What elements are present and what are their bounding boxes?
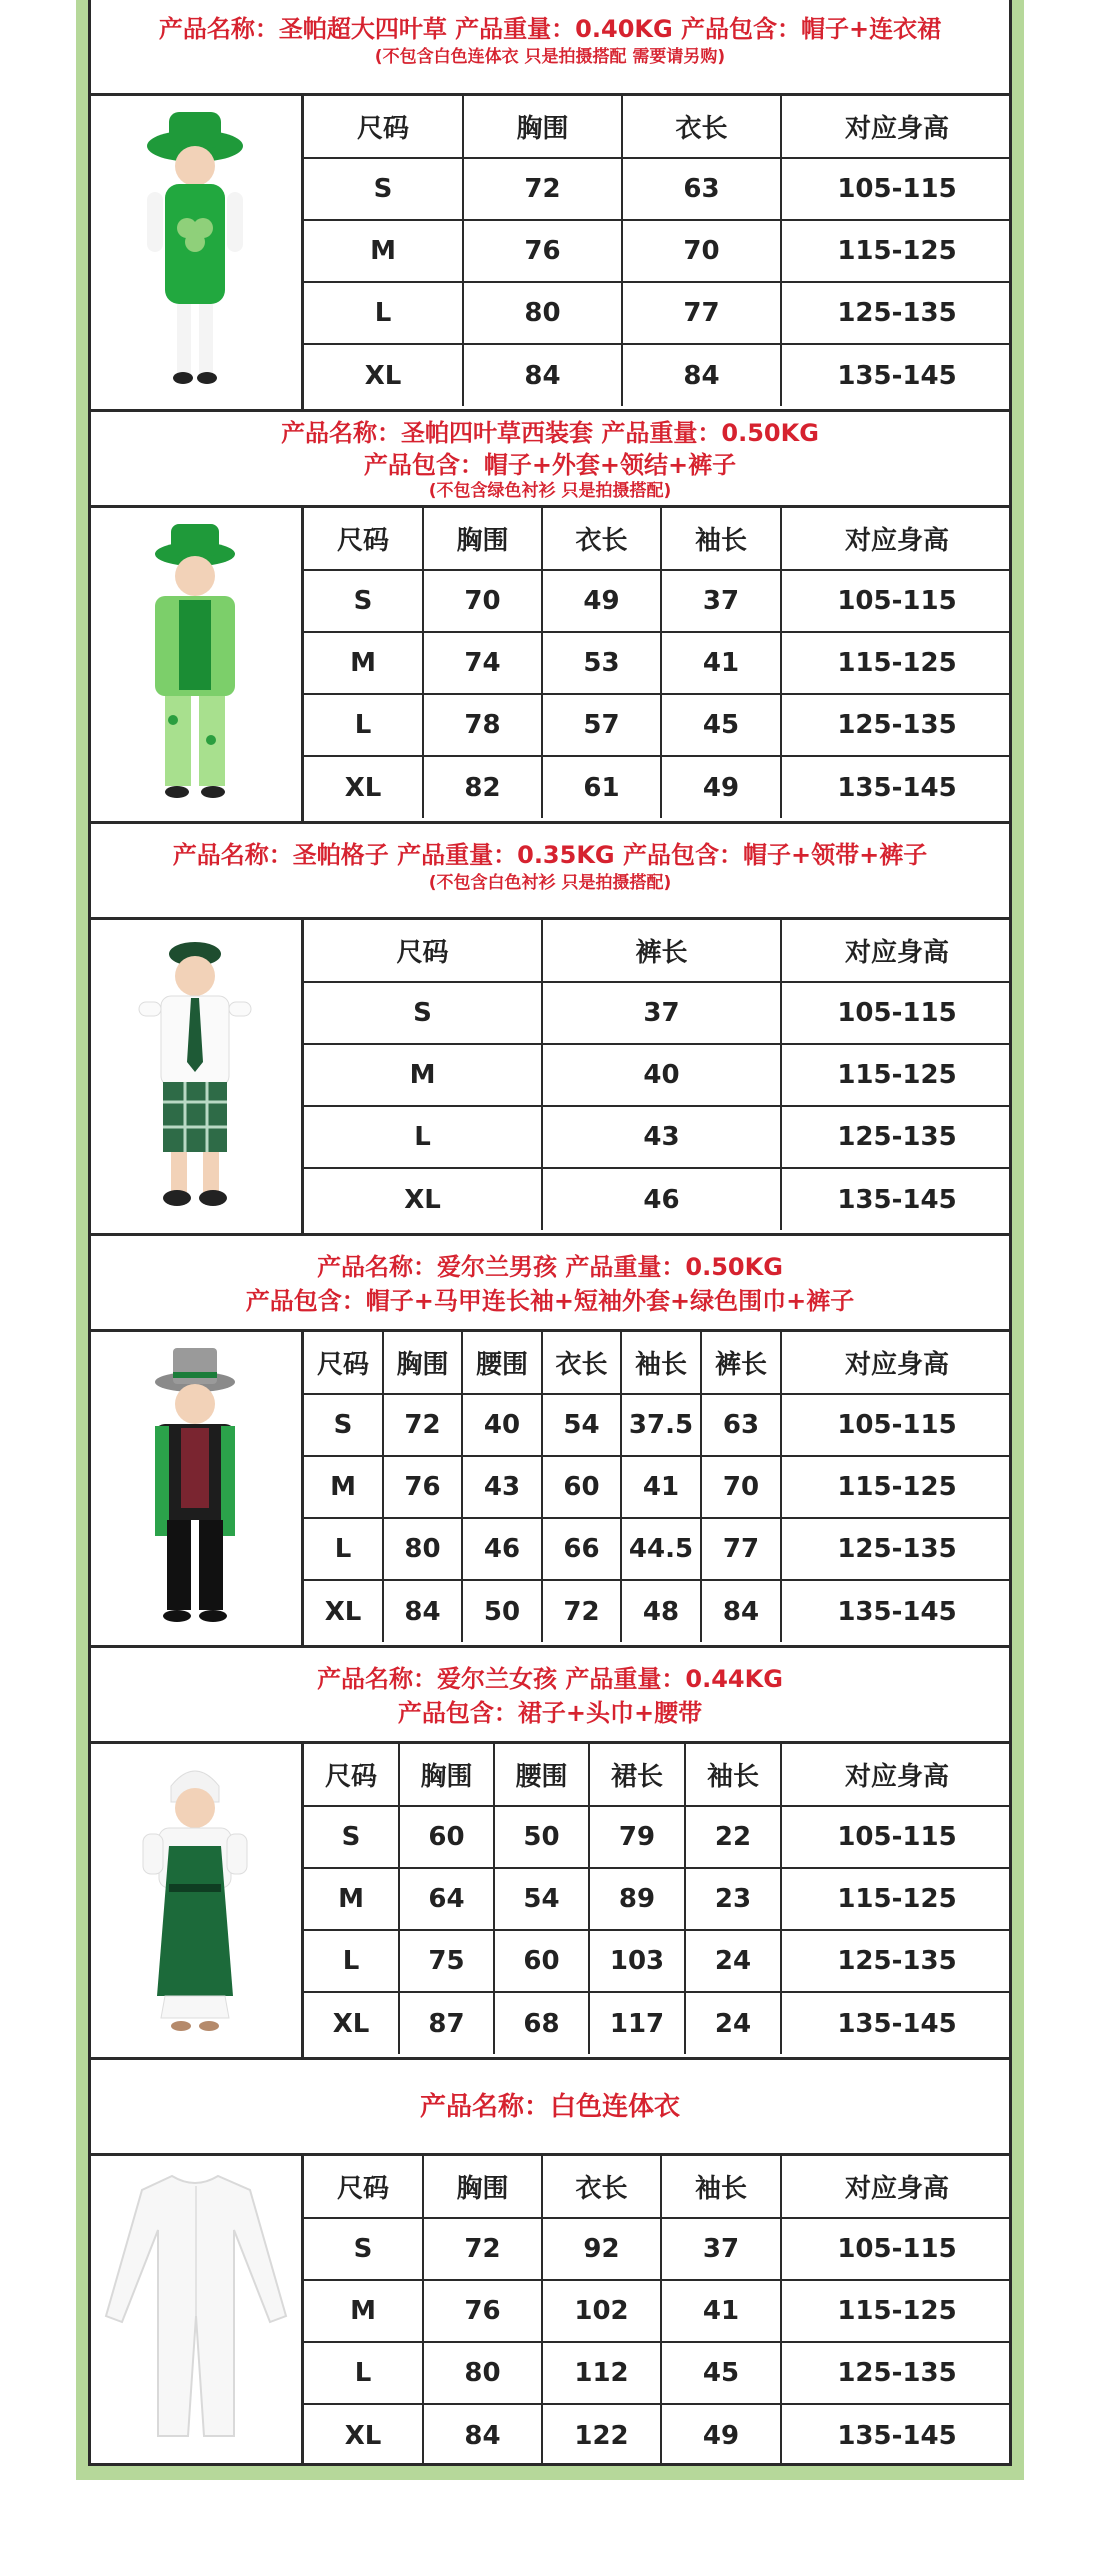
size-table bbox=[304, 1332, 1012, 1642]
size-table-area bbox=[88, 96, 1012, 412]
cell: 49 bbox=[661, 756, 781, 818]
cell: 72 bbox=[423, 2218, 542, 2280]
cell: 63 bbox=[701, 1394, 781, 1456]
table-row bbox=[304, 1518, 1012, 1580]
cell: 125-135 bbox=[781, 1518, 1012, 1580]
size-table-area bbox=[88, 1744, 1012, 2060]
cell: 48 bbox=[621, 1580, 701, 1642]
cell: 115-125 bbox=[781, 2280, 1012, 2342]
table-row bbox=[304, 2218, 1012, 2280]
cell: M bbox=[304, 220, 463, 282]
cell: 125-135 bbox=[781, 1930, 1012, 1992]
cell: 115-125 bbox=[781, 1456, 1012, 1518]
cell: 105-115 bbox=[781, 1806, 1012, 1868]
cell: 72 bbox=[542, 1580, 621, 1642]
cell: 115-125 bbox=[781, 1868, 1012, 1930]
size-table bbox=[304, 2156, 1012, 2466]
cell: 22 bbox=[685, 1806, 781, 1868]
cell: 84 bbox=[423, 2404, 542, 2466]
table-row bbox=[304, 220, 1012, 282]
cell: 60 bbox=[494, 1930, 589, 1992]
product-note: (不包含白色连体衣 只是拍摄搭配 需要请另购) bbox=[374, 47, 726, 67]
column-header: 对应身高 bbox=[781, 1332, 1012, 1394]
cell: 125-135 bbox=[781, 282, 1012, 344]
cell: XL bbox=[304, 1992, 399, 2054]
table-row bbox=[304, 1868, 1012, 1930]
cell: L bbox=[304, 1106, 542, 1168]
table-row bbox=[304, 632, 1012, 694]
cell: 60 bbox=[542, 1456, 621, 1518]
cell: 105-115 bbox=[781, 158, 1012, 220]
product-title-line: 产品名称：爱尔兰男孩 产品重量：0.50KG bbox=[317, 1253, 783, 1281]
table-row bbox=[304, 982, 1012, 1044]
product-block-5 bbox=[88, 1648, 1012, 2060]
cell: 50 bbox=[494, 1806, 589, 1868]
cell: L bbox=[304, 694, 423, 756]
product-title-line: 产品名称：白色连体衣 bbox=[419, 2092, 680, 2122]
cell: 45 bbox=[661, 2342, 781, 2404]
cell: 115-125 bbox=[781, 632, 1012, 694]
table-row bbox=[304, 1394, 1012, 1456]
cell: L bbox=[304, 1518, 383, 1580]
size-table bbox=[304, 1744, 1012, 2054]
cell: XL bbox=[304, 756, 423, 818]
cell: 70 bbox=[622, 220, 781, 282]
table-header-row bbox=[304, 2156, 1012, 2218]
product-title-line: 产品名称：圣帕四叶草西装套 产品重量：0.50KG bbox=[281, 419, 819, 447]
cell: 63 bbox=[622, 158, 781, 220]
product-header bbox=[88, 1236, 1012, 1332]
cell: 135-145 bbox=[781, 2404, 1012, 2466]
cell: 53 bbox=[542, 632, 661, 694]
cell: M bbox=[304, 1456, 383, 1518]
cell: 82 bbox=[423, 756, 542, 818]
size-table-area bbox=[88, 1332, 1012, 1648]
cell: 105-115 bbox=[781, 982, 1012, 1044]
cell: 87 bbox=[399, 1992, 494, 2054]
cell: 135-145 bbox=[781, 756, 1012, 818]
column-header: 尺码 bbox=[304, 96, 463, 158]
cell: 24 bbox=[685, 1930, 781, 1992]
cell: 49 bbox=[542, 570, 661, 632]
table-row bbox=[304, 282, 1012, 344]
cell: 115-125 bbox=[781, 1044, 1012, 1106]
product-contents-line: 产品包含：帽子+马甲连长袖+短袖外套+绿色围巾+裤子 bbox=[245, 1287, 855, 1315]
cell: 54 bbox=[494, 1868, 589, 1930]
cell: M bbox=[304, 632, 423, 694]
cell: 105-115 bbox=[781, 2218, 1012, 2280]
column-header: 胸围 bbox=[463, 96, 622, 158]
green-shamrock-dress-kid-icon bbox=[125, 108, 265, 398]
cell: 57 bbox=[542, 694, 661, 756]
cell: 76 bbox=[423, 2280, 542, 2342]
product-contents-line: 产品包含：裙子+头巾+腰带 bbox=[397, 1699, 703, 1727]
column-header: 胸围 bbox=[423, 508, 542, 570]
column-header: 尺码 bbox=[304, 920, 542, 982]
cell: 84 bbox=[383, 1580, 462, 1642]
cell: 77 bbox=[701, 1518, 781, 1580]
cell: 76 bbox=[383, 1456, 462, 1518]
product-photo bbox=[88, 2156, 304, 2466]
size-table bbox=[304, 508, 1012, 818]
table-header-row bbox=[304, 1744, 1012, 1806]
product-header bbox=[88, 2060, 1012, 2156]
product-photo bbox=[88, 508, 304, 821]
product-block-4 bbox=[88, 1236, 1012, 1648]
cell: 37 bbox=[661, 2218, 781, 2280]
column-header: 胸围 bbox=[383, 1332, 462, 1394]
column-header: 腰围 bbox=[462, 1332, 542, 1394]
cell: 61 bbox=[542, 756, 661, 818]
cell: 92 bbox=[542, 2218, 661, 2280]
cell: 46 bbox=[542, 1168, 781, 1230]
cell: 76 bbox=[463, 220, 622, 282]
cell: 122 bbox=[542, 2404, 661, 2466]
column-header: 裙长 bbox=[589, 1744, 685, 1806]
cell: S bbox=[304, 2218, 423, 2280]
column-header: 对应身高 bbox=[781, 96, 1012, 158]
cell: 40 bbox=[462, 1394, 542, 1456]
cell: 75 bbox=[399, 1930, 494, 1992]
product-contents-line: 产品包含：帽子+外套+领结+裤子 bbox=[363, 451, 737, 479]
product-block-1 bbox=[88, 0, 1012, 412]
cell: 135-145 bbox=[781, 1580, 1012, 1642]
size-table bbox=[304, 920, 1012, 1230]
cell: 23 bbox=[685, 1868, 781, 1930]
column-header: 衣长 bbox=[542, 508, 661, 570]
column-header: 对应身高 bbox=[781, 1744, 1012, 1806]
cell: 49 bbox=[661, 2404, 781, 2466]
product-header bbox=[88, 0, 1012, 96]
cell: 41 bbox=[661, 632, 781, 694]
cell: M bbox=[304, 1868, 399, 1930]
cell: 80 bbox=[423, 2342, 542, 2404]
cell: 37.5 bbox=[621, 1394, 701, 1456]
cell: 43 bbox=[542, 1106, 781, 1168]
table-row bbox=[304, 1806, 1012, 1868]
cell: XL bbox=[304, 344, 463, 406]
column-header: 对应身高 bbox=[781, 2156, 1012, 2218]
size-table-area bbox=[88, 2156, 1012, 2466]
cell: 105-115 bbox=[781, 1394, 1012, 1456]
cell: 125-135 bbox=[781, 694, 1012, 756]
cell: 24 bbox=[685, 1992, 781, 2054]
cell: XL bbox=[304, 2404, 423, 2466]
cell: S bbox=[304, 1394, 383, 1456]
column-header: 尺码 bbox=[304, 1744, 399, 1806]
cell: 68 bbox=[494, 1992, 589, 2054]
column-header: 衣长 bbox=[622, 96, 781, 158]
column-header: 胸围 bbox=[399, 1744, 494, 1806]
cell: 84 bbox=[463, 344, 622, 406]
product-note: (不包含绿色衬衫 只是拍摄搭配) bbox=[428, 481, 672, 501]
column-header: 衣长 bbox=[542, 2156, 661, 2218]
table-row bbox=[304, 1580, 1012, 1642]
table-row bbox=[304, 2342, 1012, 2404]
cell: 50 bbox=[462, 1580, 542, 1642]
cell: 46 bbox=[462, 1518, 542, 1580]
product-header bbox=[88, 1648, 1012, 1744]
cell: L bbox=[304, 282, 463, 344]
column-header: 尺码 bbox=[304, 2156, 423, 2218]
cell: 60 bbox=[399, 1806, 494, 1868]
column-header: 袖长 bbox=[621, 1332, 701, 1394]
cell: 37 bbox=[661, 570, 781, 632]
cell: 45 bbox=[661, 694, 781, 756]
column-header: 胸围 bbox=[423, 2156, 542, 2218]
cell: 78 bbox=[423, 694, 542, 756]
table-row bbox=[304, 694, 1012, 756]
cell: 89 bbox=[589, 1868, 685, 1930]
column-header: 衣长 bbox=[542, 1332, 621, 1394]
cell: 102 bbox=[542, 2280, 661, 2342]
cell: L bbox=[304, 1930, 399, 1992]
cell: S bbox=[304, 1806, 399, 1868]
cell: 44.5 bbox=[621, 1518, 701, 1580]
cell: XL bbox=[304, 1580, 383, 1642]
column-header: 袖长 bbox=[661, 2156, 781, 2218]
product-photo bbox=[88, 1744, 304, 2057]
cell: 66 bbox=[542, 1518, 621, 1580]
cell: 105-115 bbox=[781, 570, 1012, 632]
irish-girl-kid-icon bbox=[125, 1756, 265, 2046]
column-header: 尺码 bbox=[304, 508, 423, 570]
cell: S bbox=[304, 982, 542, 1044]
product-header bbox=[88, 412, 1012, 508]
product-header bbox=[88, 824, 1012, 920]
column-header: 尺码 bbox=[304, 1332, 383, 1394]
table-row bbox=[304, 2404, 1012, 2466]
cell: 103 bbox=[589, 1930, 685, 1992]
cell: 84 bbox=[622, 344, 781, 406]
cell: 135-145 bbox=[781, 1992, 1012, 2054]
cell: S bbox=[304, 158, 463, 220]
cell: M bbox=[304, 1044, 542, 1106]
white-jumpsuit-icon bbox=[100, 2166, 290, 2456]
product-photo bbox=[88, 1332, 304, 1645]
cell: XL bbox=[304, 1168, 542, 1230]
product-photo bbox=[88, 920, 304, 1233]
cell: 84 bbox=[701, 1580, 781, 1642]
column-header: 袖长 bbox=[685, 1744, 781, 1806]
plaid-shorts-kid-icon bbox=[125, 932, 265, 1222]
cell: 37 bbox=[542, 982, 781, 1044]
table-header-row bbox=[304, 1332, 1012, 1394]
cell: 64 bbox=[399, 1868, 494, 1930]
cell: M bbox=[304, 2280, 423, 2342]
cell: 74 bbox=[423, 632, 542, 694]
table-header-row bbox=[304, 920, 1012, 982]
table-header-row bbox=[304, 96, 1012, 158]
irish-boy-kid-icon bbox=[125, 1344, 265, 1634]
table-row bbox=[304, 2280, 1012, 2342]
cell: 70 bbox=[701, 1456, 781, 1518]
cell: 117 bbox=[589, 1992, 685, 2054]
cell: 40 bbox=[542, 1044, 781, 1106]
table-row bbox=[304, 158, 1012, 220]
cell: 125-135 bbox=[781, 2342, 1012, 2404]
cell: 41 bbox=[661, 2280, 781, 2342]
table-row bbox=[304, 1168, 1012, 1230]
product-title-line: 产品名称：爱尔兰女孩 产品重量：0.44KG bbox=[317, 1665, 783, 1693]
cell: 41 bbox=[621, 1456, 701, 1518]
cell: 54 bbox=[542, 1394, 621, 1456]
cell: 72 bbox=[383, 1394, 462, 1456]
cell: 125-135 bbox=[781, 1106, 1012, 1168]
cell: 43 bbox=[462, 1456, 542, 1518]
product-photo bbox=[88, 96, 304, 409]
cell: 112 bbox=[542, 2342, 661, 2404]
column-header: 对应身高 bbox=[781, 508, 1012, 570]
table-row bbox=[304, 1044, 1012, 1106]
product-block-2 bbox=[88, 412, 1012, 824]
cell: 135-145 bbox=[781, 344, 1012, 406]
table-row bbox=[304, 1930, 1012, 1992]
shamrock-suit-kid-icon bbox=[125, 520, 265, 810]
size-table bbox=[304, 96, 1012, 406]
cell: 72 bbox=[463, 158, 622, 220]
table-header-row bbox=[304, 508, 1012, 570]
product-block-6 bbox=[88, 2060, 1012, 2466]
size-table-area bbox=[88, 508, 1012, 824]
size-table-area bbox=[88, 920, 1012, 1236]
cell: 77 bbox=[622, 282, 781, 344]
column-header: 腰围 bbox=[494, 1744, 589, 1806]
column-header: 袖长 bbox=[661, 508, 781, 570]
product-title-line: 产品名称：圣帕格子 产品重量：0.35KG 产品包含：帽子+领带+裤子 bbox=[172, 841, 928, 869]
column-header: 裤长 bbox=[701, 1332, 781, 1394]
column-header: 对应身高 bbox=[781, 920, 1012, 982]
cell: 115-125 bbox=[781, 220, 1012, 282]
cell: S bbox=[304, 570, 423, 632]
cell: 70 bbox=[423, 570, 542, 632]
cell: 135-145 bbox=[781, 1168, 1012, 1230]
product-title-line: 产品名称：圣帕超大四叶草 产品重量：0.40KG 产品包含：帽子+连衣裙 bbox=[158, 15, 942, 43]
product-block-3 bbox=[88, 824, 1012, 1236]
table-row bbox=[304, 756, 1012, 818]
table-row bbox=[304, 1992, 1012, 2054]
product-note: (不包含白色衬衫 只是拍摄搭配) bbox=[428, 873, 672, 893]
table-row bbox=[304, 1106, 1012, 1168]
column-header: 裤长 bbox=[542, 920, 781, 982]
cell: L bbox=[304, 2342, 423, 2404]
cell: 80 bbox=[383, 1518, 462, 1580]
table-row bbox=[304, 1456, 1012, 1518]
cell: 79 bbox=[589, 1806, 685, 1868]
table-row bbox=[304, 570, 1012, 632]
cell: 80 bbox=[463, 282, 622, 344]
table-row bbox=[304, 344, 1012, 406]
